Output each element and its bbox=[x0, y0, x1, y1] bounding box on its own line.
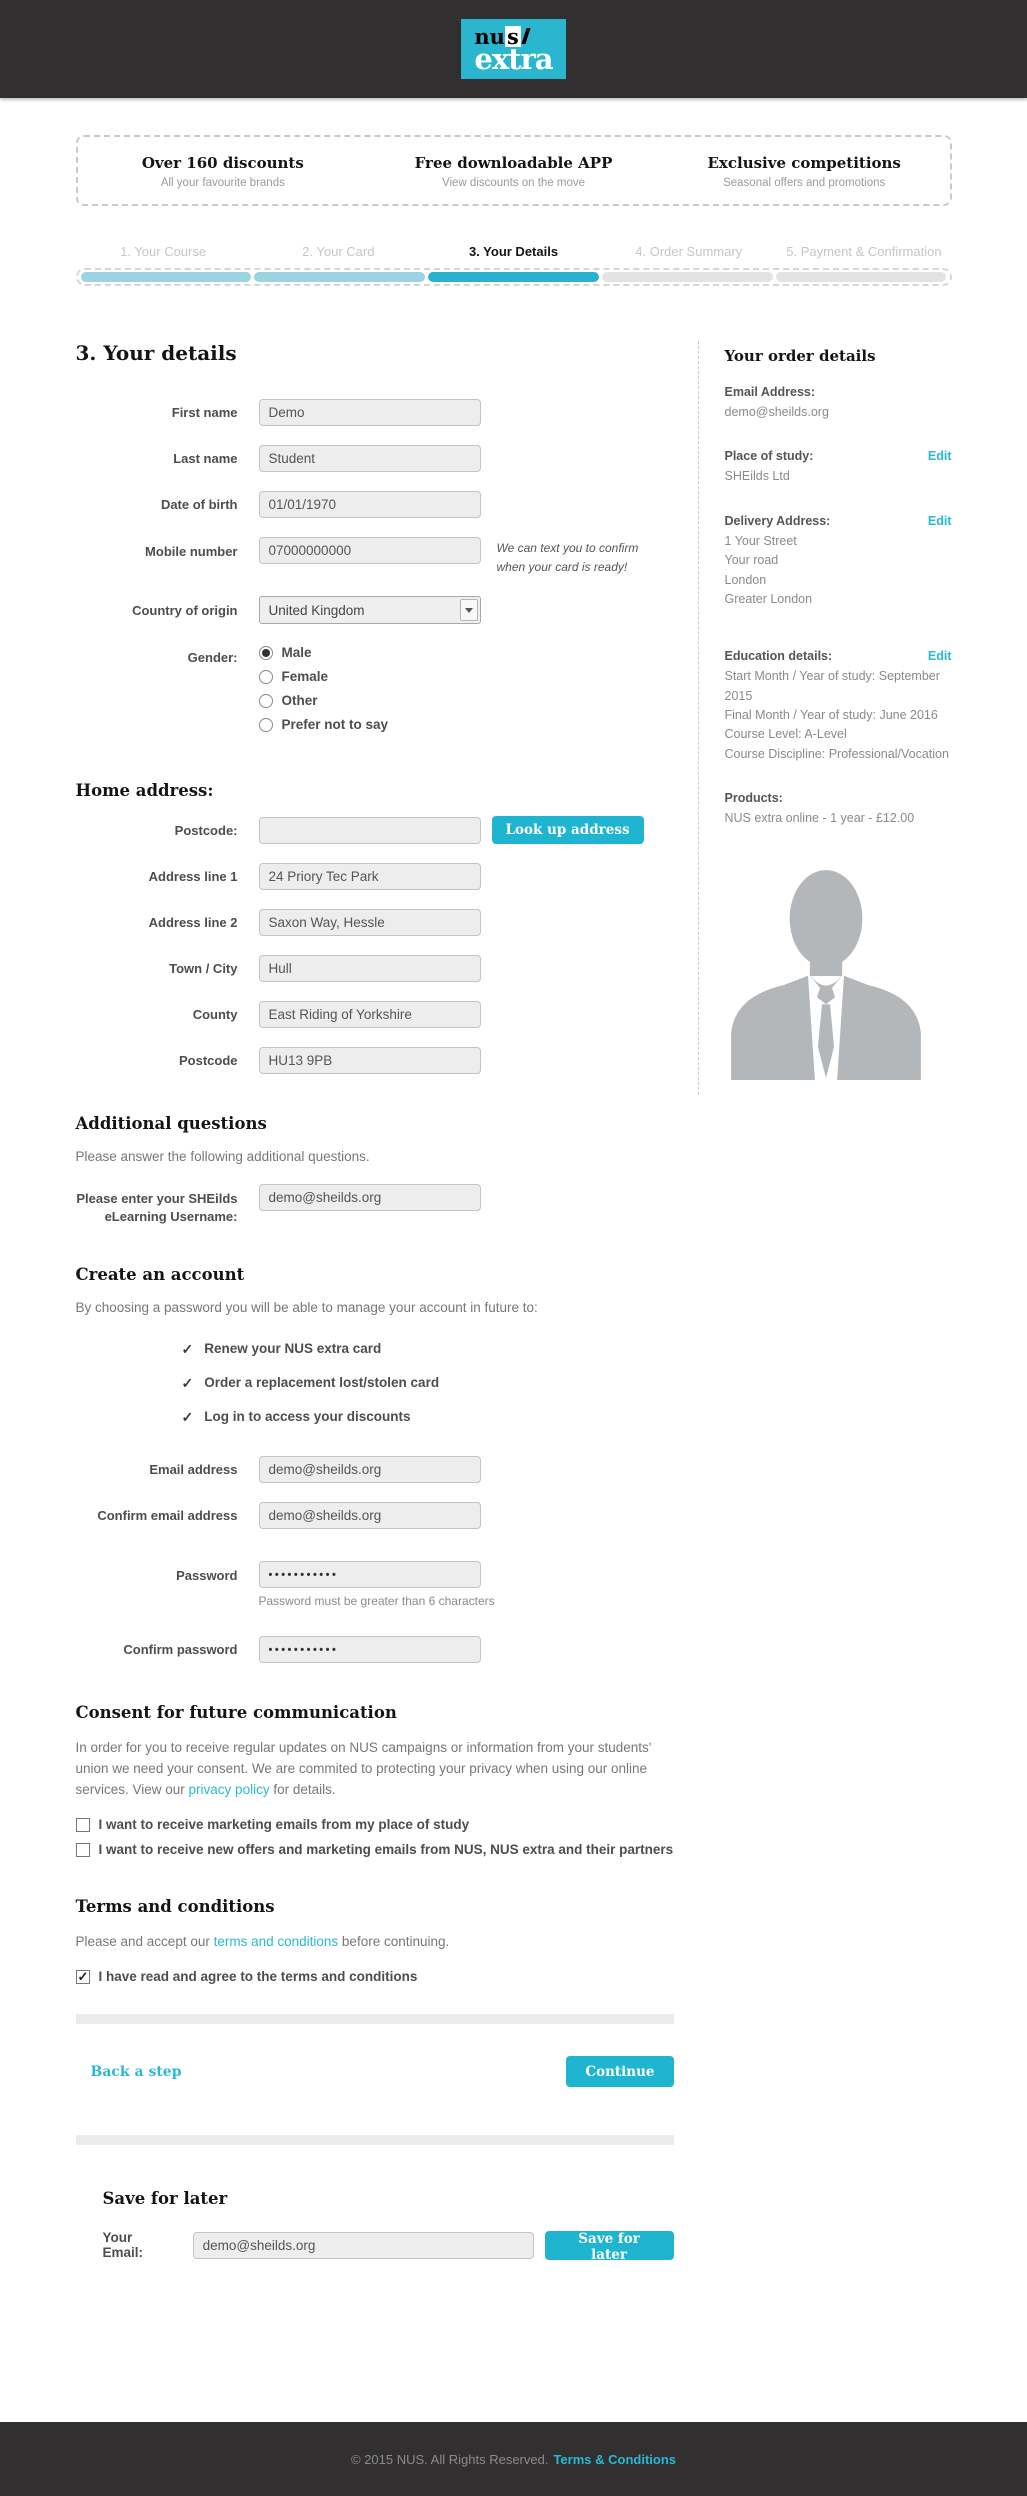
password-input[interactable] bbox=[259, 1561, 481, 1588]
benefit-title: Over 160 discounts bbox=[141, 154, 304, 172]
email-row bbox=[76, 1456, 674, 1483]
divider bbox=[76, 2014, 674, 2024]
save-for-later-row bbox=[102, 2230, 674, 2263]
gender-option-other[interactable]: Other bbox=[259, 693, 389, 708]
benefits-banner bbox=[76, 135, 952, 206]
additional-questions-description: Please answer the following additional questions. bbox=[75, 1149, 370, 1165]
checkbox-icon[interactable] bbox=[76, 1843, 90, 1857]
postcode-lookup-input[interactable] bbox=[259, 817, 481, 844]
person-silhouette-icon bbox=[725, 863, 927, 1080]
consent-checkbox-nus-offers[interactable]: I want to receive new offers and marketing emails from NUS, NUS extra and their partners bbox=[76, 1842, 674, 1857]
order-details-heading: Your order details bbox=[724, 347, 876, 365]
nus-extra-logo[interactable] bbox=[461, 19, 565, 79]
gender-option-prefer-not[interactable]: Prefer not to say bbox=[259, 717, 389, 732]
save-for-later-heading: Save for later bbox=[102, 2189, 228, 2209]
terms-heading: Terms and conditions bbox=[75, 1897, 275, 1917]
radio-prefer-not-icon[interactable] bbox=[259, 718, 273, 732]
country-select-value: United Kingdom bbox=[268, 602, 365, 618]
terms-text: Please and accept our terms and conditions before continuing. bbox=[75, 1934, 450, 1950]
town-label: Town / City bbox=[169, 961, 238, 977]
main-form bbox=[75, 341, 674, 2263]
step-your-card[interactable]: 2. Your Card bbox=[302, 244, 375, 259]
first-name-input[interactable] bbox=[259, 399, 481, 426]
create-account-description: By choosing a password you will be able to manage your account in future to: bbox=[75, 1300, 538, 1316]
last-name-label: Last name bbox=[173, 450, 238, 466]
radio-other-icon[interactable] bbox=[259, 694, 273, 708]
check-icon: ✓ bbox=[181, 1375, 194, 1392]
password-label: Password bbox=[176, 1568, 238, 1584]
town-input[interactable] bbox=[259, 955, 481, 982]
mobile-row bbox=[76, 537, 674, 577]
email-input[interactable] bbox=[259, 1456, 481, 1483]
elearning-username-row bbox=[76, 1184, 674, 1225]
terms-agree-checkbox[interactable]: ✓ I have read and agree to the terms and conditions bbox=[76, 1969, 674, 1984]
password-row bbox=[76, 1561, 674, 1608]
back-a-step-link[interactable]: Back a step bbox=[90, 2063, 182, 2080]
country-row bbox=[76, 596, 674, 624]
edit-place-of-study-link[interactable]: Edit bbox=[927, 449, 952, 464]
sidebar-education-block: Education details: Edit Start Month / Year of study: September 2015 Final Month / Year of study: June 2016 Course Level: A-Level Course Discipline: Professional/Vocation bbox=[724, 649, 952, 761]
copyright-text: © 2015 NUS. All Rights Reserved. bbox=[351, 2451, 549, 2467]
country-select[interactable] bbox=[259, 596, 481, 624]
place-of-study-label: Place of study: bbox=[724, 449, 814, 464]
last-name-input[interactable] bbox=[259, 445, 481, 472]
footer-terms-link[interactable]: Terms & Conditions bbox=[553, 2451, 676, 2467]
password-field-wrap bbox=[259, 1561, 495, 1608]
site-footer bbox=[0, 2422, 1027, 2496]
mobile-note: We can text you to confirm when your card is ready! bbox=[496, 541, 639, 575]
mobile-label: Mobile number bbox=[145, 544, 238, 559]
dob-row bbox=[76, 491, 674, 518]
step-order-summary: 4. Order Summary bbox=[635, 244, 743, 259]
gender-radio-group bbox=[259, 643, 389, 741]
look-up-address-button[interactable]: Look up address bbox=[492, 816, 644, 844]
address2-label: Address line 2 bbox=[148, 915, 238, 931]
sidebar-email-label: Email Address: bbox=[724, 385, 816, 399]
email-label: Email address bbox=[149, 1462, 238, 1478]
delivery-address-label: Delivery Address: bbox=[724, 513, 831, 528]
county-label: County bbox=[192, 1007, 238, 1023]
edit-delivery-address-link[interactable]: Edit bbox=[927, 513, 952, 528]
list-item: ✓ Order a replacement lost/stolen card bbox=[181, 1375, 440, 1392]
address1-input[interactable] bbox=[259, 863, 481, 890]
step-your-course[interactable]: 1. Your Course bbox=[120, 244, 207, 259]
county-input[interactable] bbox=[259, 1001, 481, 1028]
benefit-discounts bbox=[78, 154, 369, 189]
place-of-study-value: SHEilds Ltd bbox=[724, 469, 790, 484]
form-actions bbox=[76, 2056, 674, 2087]
sidebar-place-of-study-block bbox=[725, 449, 952, 486]
progress-steps bbox=[76, 244, 952, 286]
avatar bbox=[725, 863, 927, 1085]
confirm-password-row bbox=[76, 1636, 674, 1663]
password-hint: Password must be greater than 6 characters bbox=[258, 1594, 495, 1609]
education-details-label: Education details: bbox=[724, 649, 833, 664]
elearning-username-input[interactable] bbox=[259, 1184, 481, 1211]
country-label: Country of origin bbox=[132, 602, 238, 618]
postcode-row bbox=[76, 1047, 674, 1074]
confirm-password-label: Confirm password bbox=[123, 1642, 238, 1658]
address1-label: Address line 1 bbox=[148, 869, 238, 885]
benefit-app bbox=[368, 154, 659, 189]
mobile-input[interactable] bbox=[259, 537, 481, 564]
benefit-subtitle: View discounts on the move bbox=[442, 177, 585, 189]
benefit-title: Exclusive competitions bbox=[707, 154, 901, 172]
benefit-competitions bbox=[659, 154, 950, 189]
sidebar-products-block bbox=[725, 791, 952, 828]
step-payment-confirmation: 5. Payment & Confirmation bbox=[786, 244, 942, 259]
progress-segment-3 bbox=[428, 272, 599, 282]
postcode-lookup-row bbox=[76, 816, 674, 844]
benefit-subtitle: All your favourite brands bbox=[160, 177, 285, 189]
continue-button[interactable]: Continue bbox=[566, 2056, 673, 2087]
address1-row bbox=[76, 863, 674, 890]
create-account-heading: Create an account bbox=[75, 1265, 245, 1285]
logo-bottom-text: extra bbox=[474, 42, 553, 76]
last-name-row bbox=[76, 445, 674, 472]
progress-segment-2 bbox=[254, 272, 425, 282]
list-item: ✓ Log in to access your discounts bbox=[181, 1409, 411, 1426]
page-title: 3. Your details bbox=[75, 341, 237, 365]
order-details-sidebar bbox=[698, 341, 952, 1095]
postcode-label: Postcode bbox=[178, 1053, 238, 1069]
address2-row bbox=[76, 909, 674, 936]
gender-label: Gender: bbox=[187, 650, 238, 666]
checkbox-checked-icon[interactable] bbox=[76, 1970, 90, 1984]
save-email-label: Your Email: bbox=[102, 2230, 144, 2261]
gender-row bbox=[76, 643, 674, 741]
step-your-details: 3. Your Details bbox=[468, 244, 559, 259]
confirm-email-input[interactable] bbox=[259, 1502, 481, 1529]
first-name-row bbox=[76, 399, 674, 426]
confirm-email-label: Confirm email address bbox=[97, 1508, 238, 1524]
progress-segment-1 bbox=[81, 272, 252, 282]
dob-input[interactable] bbox=[259, 491, 481, 518]
save-email-input[interactable] bbox=[193, 2232, 534, 2259]
radio-female-icon[interactable] bbox=[259, 670, 273, 684]
additional-questions-heading: Additional questions bbox=[75, 1114, 267, 1134]
consent-heading: Consent for future communication bbox=[75, 1703, 397, 1723]
products-label: Products: bbox=[724, 791, 783, 806]
county-row bbox=[76, 1001, 674, 1028]
check-icon: ✓ bbox=[181, 1341, 194, 1358]
logo-top-text: nus bbox=[474, 26, 552, 47]
consent-checkbox-place-of-study[interactable]: I want to receive marketing emails from my place of study bbox=[76, 1817, 674, 1832]
page-container bbox=[75, 135, 952, 2263]
check-icon: ✓ bbox=[181, 1409, 194, 1426]
list-item: ✓ Renew your NUS extra card bbox=[181, 1341, 382, 1358]
radio-male-icon[interactable] bbox=[259, 646, 273, 660]
chevron-down-icon bbox=[460, 599, 478, 621]
postcode-lookup-label: Postcode: bbox=[174, 822, 238, 838]
content-row bbox=[75, 341, 952, 2263]
progress-segment-4 bbox=[602, 272, 773, 282]
gender-option-female[interactable]: Female bbox=[259, 669, 389, 684]
sidebar-email-block bbox=[725, 385, 952, 422]
dob-label: Date of birth bbox=[160, 496, 238, 512]
save-for-later-button[interactable]: Save for later bbox=[545, 2231, 674, 2260]
home-address-heading: Home address: bbox=[75, 781, 214, 801]
progress-bar bbox=[76, 268, 952, 286]
products-value: NUS extra online - 1 year - £12.00 bbox=[724, 811, 915, 826]
confirm-email-row bbox=[76, 1502, 674, 1529]
step-labels bbox=[76, 244, 952, 259]
site-header bbox=[0, 0, 1027, 98]
sidebar-delivery-block: Delivery Address: Edit 1 Your Street Your road London Greater London bbox=[724, 513, 952, 606]
address2-input[interactable] bbox=[259, 909, 481, 936]
postcode-input[interactable] bbox=[259, 1047, 481, 1074]
town-row bbox=[76, 955, 674, 982]
account-benefits-list bbox=[182, 1341, 674, 1426]
sidebar-email-value: demo@sheilds.org bbox=[724, 405, 829, 419]
benefit-subtitle: Seasonal offers and promotions bbox=[723, 177, 886, 189]
gender-option-male[interactable]: Male bbox=[259, 645, 389, 660]
elearning-username-label: Please enter your SHEilds eLearning Username: bbox=[76, 1191, 238, 1224]
confirm-password-input[interactable] bbox=[259, 1636, 481, 1663]
terms-and-conditions-link[interactable]: terms and conditions bbox=[213, 1934, 339, 1950]
consent-text: In order for you to receive regular updates on NUS campaigns or information from your students' union we need your consent. We are commited to protecting your privacy when using our online services. View our privacy policy for details. bbox=[75, 1740, 652, 1798]
progress-segment-5 bbox=[776, 272, 947, 282]
divider bbox=[76, 2135, 674, 2145]
checkbox-icon[interactable] bbox=[76, 1818, 90, 1832]
benefit-title: Free downloadable APP bbox=[414, 154, 613, 172]
privacy-policy-link[interactable]: privacy policy bbox=[188, 1782, 270, 1798]
save-for-later-section bbox=[102, 2189, 674, 2263]
edit-education-details-link[interactable]: Edit bbox=[927, 649, 952, 664]
first-name-label: First name bbox=[171, 404, 238, 420]
